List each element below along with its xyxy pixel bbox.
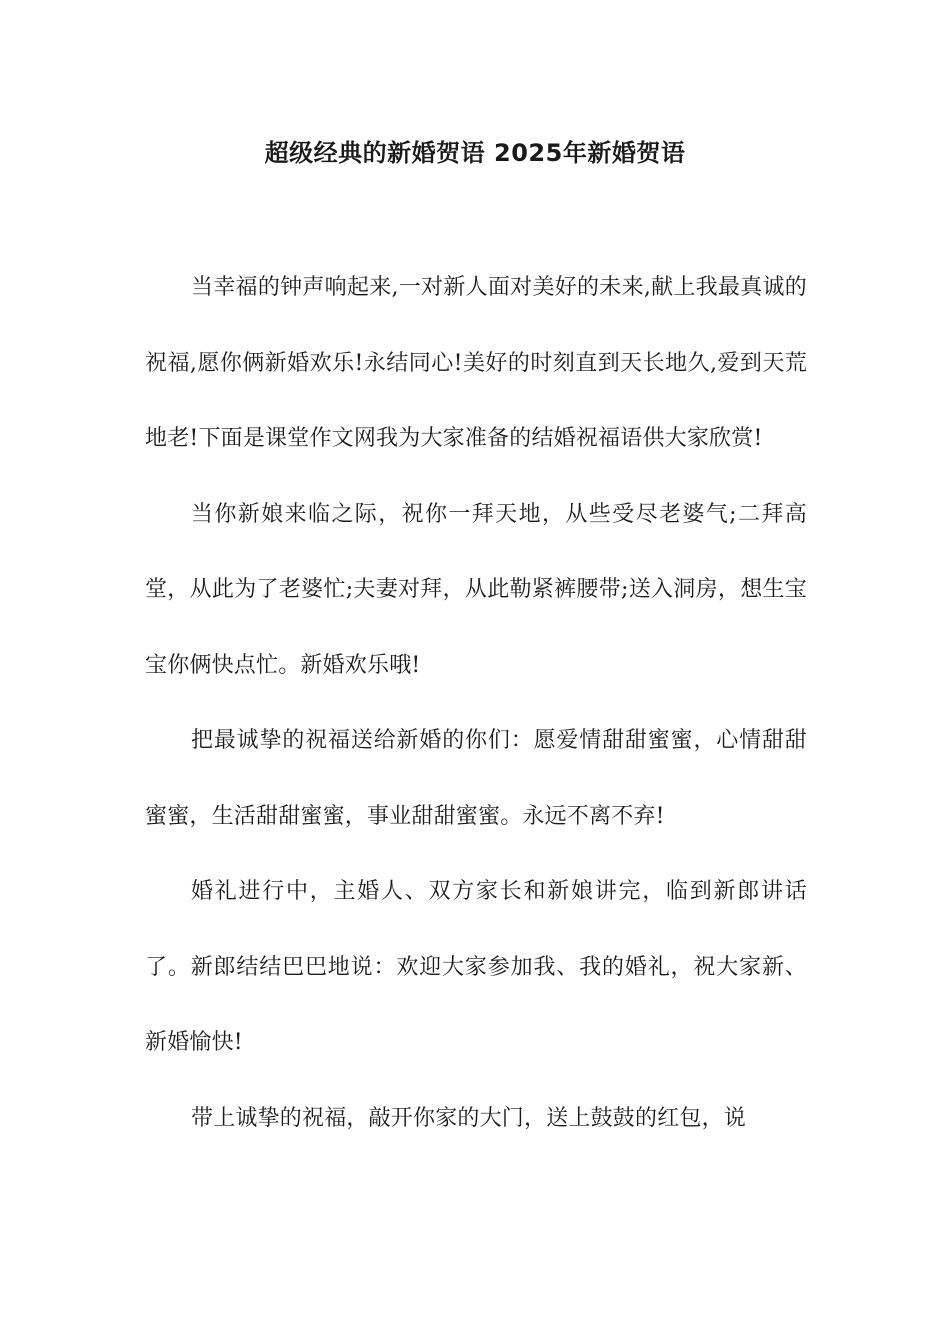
document-title: 超级经典的新婚贺语 2025年新婚贺语 bbox=[264, 139, 686, 167]
paragraph-4: 婚礼进行中，主婚人、双方家长和新娘讲完，临到新郎讲话了。新郎结结巴巴地说：欢迎大家参加我、我的婚礼，祝大家新、新婚愉快! bbox=[145, 879, 807, 1055]
paragraph-1: 当幸福的钟声响起来,一对新人面对美好的未来,献上我最真诚的祝福,愿你俩新婚欢乐!永结同心!美好的时刻直到天长地久,爱到天荒地老!下面是课堂作文网我为大家准备的结婚祝福语供大家欣赏! bbox=[145, 275, 807, 451]
document-body bbox=[145, 250, 807, 1156]
paragraph-3: 把最诚挚的祝福送给新婚的你们：愿爱情甜甜蜜蜜，心情甜甜蜜蜜，生活甜甜蜜蜜，事业甜甜蜜蜜。永远不离不弃! bbox=[145, 728, 807, 829]
paragraph-2: 当你新娘来临之际，祝你一拜天地，从些受尽老婆气;二拜高堂，从此为了老婆忙;夫妻对拜，从此勒紧裤腰带;送入洞房，想生宝宝你俩快点忙。新婚欢乐哦! bbox=[145, 501, 807, 678]
paragraph-5: 带上诚挚的祝福，敲开你家的大门，送上鼓鼓的红包，说 bbox=[191, 1105, 747, 1131]
